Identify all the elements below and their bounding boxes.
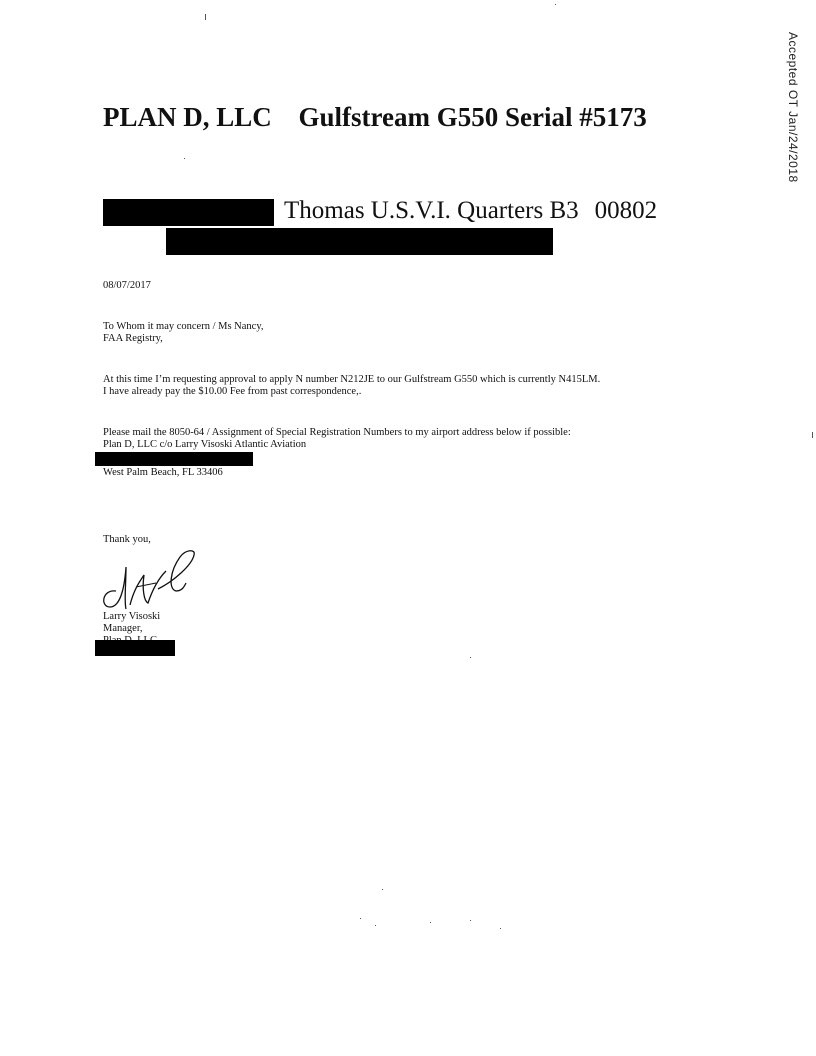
redaction-block-street [95,452,253,466]
paragraph-2-line-2: Plan D, LLC c/o Larry Visoski Atlantic Aviation [103,439,307,450]
scan-speck [555,4,556,5]
salutation: To Whom it may concern / Ms Nancy, [103,321,264,332]
scan-speck [360,918,361,919]
city-line: West Palm Beach, FL 33406 [103,467,223,478]
recipient: FAA Registry, [103,333,163,344]
scan-speck [184,158,185,159]
scan-speck [500,928,501,929]
letter-date: 08/07/2017 [103,280,151,291]
signer-name: Larry Visoski [103,611,161,622]
closing: Thank you, [103,534,151,545]
address-line [284,197,657,225]
paragraph-1-line-1: At this time I’m requesting approval to apply N number N212JE to our Gulfstream G550 which is currently N415LM. [103,374,601,385]
address-text: Thomas U.S.V.I. Quarters B3 [284,197,579,224]
paragraph-1-line-2: I have already pay the $10.00 Fee from past correspondence,. [103,386,362,397]
scan-speck [470,657,471,658]
scan-speck [382,889,383,890]
signer-title: Manager, [103,623,143,634]
page-heading [103,102,647,133]
redaction-block-address-line2 [166,228,553,255]
address-zip: 00802 [594,197,658,224]
scan-speck [205,14,206,20]
redaction-block-signer-detail [95,640,175,656]
scan-speck [375,925,376,926]
scan-speck [812,432,813,438]
paragraph-2-line-1: Please mail the 8050-64 / Assignment of Special Registration Numbers to my airport address below if possible: [103,427,571,438]
company-name: PLAN D, LLC [103,102,272,132]
aircraft-info: Gulfstream G550 Serial #5173 [298,102,647,132]
redaction-block-address-prefix [103,199,274,226]
scan-speck [430,922,431,923]
scan-speck [470,920,471,921]
acceptance-stamp: Accepted OT Jan/24/2018 [786,32,800,183]
